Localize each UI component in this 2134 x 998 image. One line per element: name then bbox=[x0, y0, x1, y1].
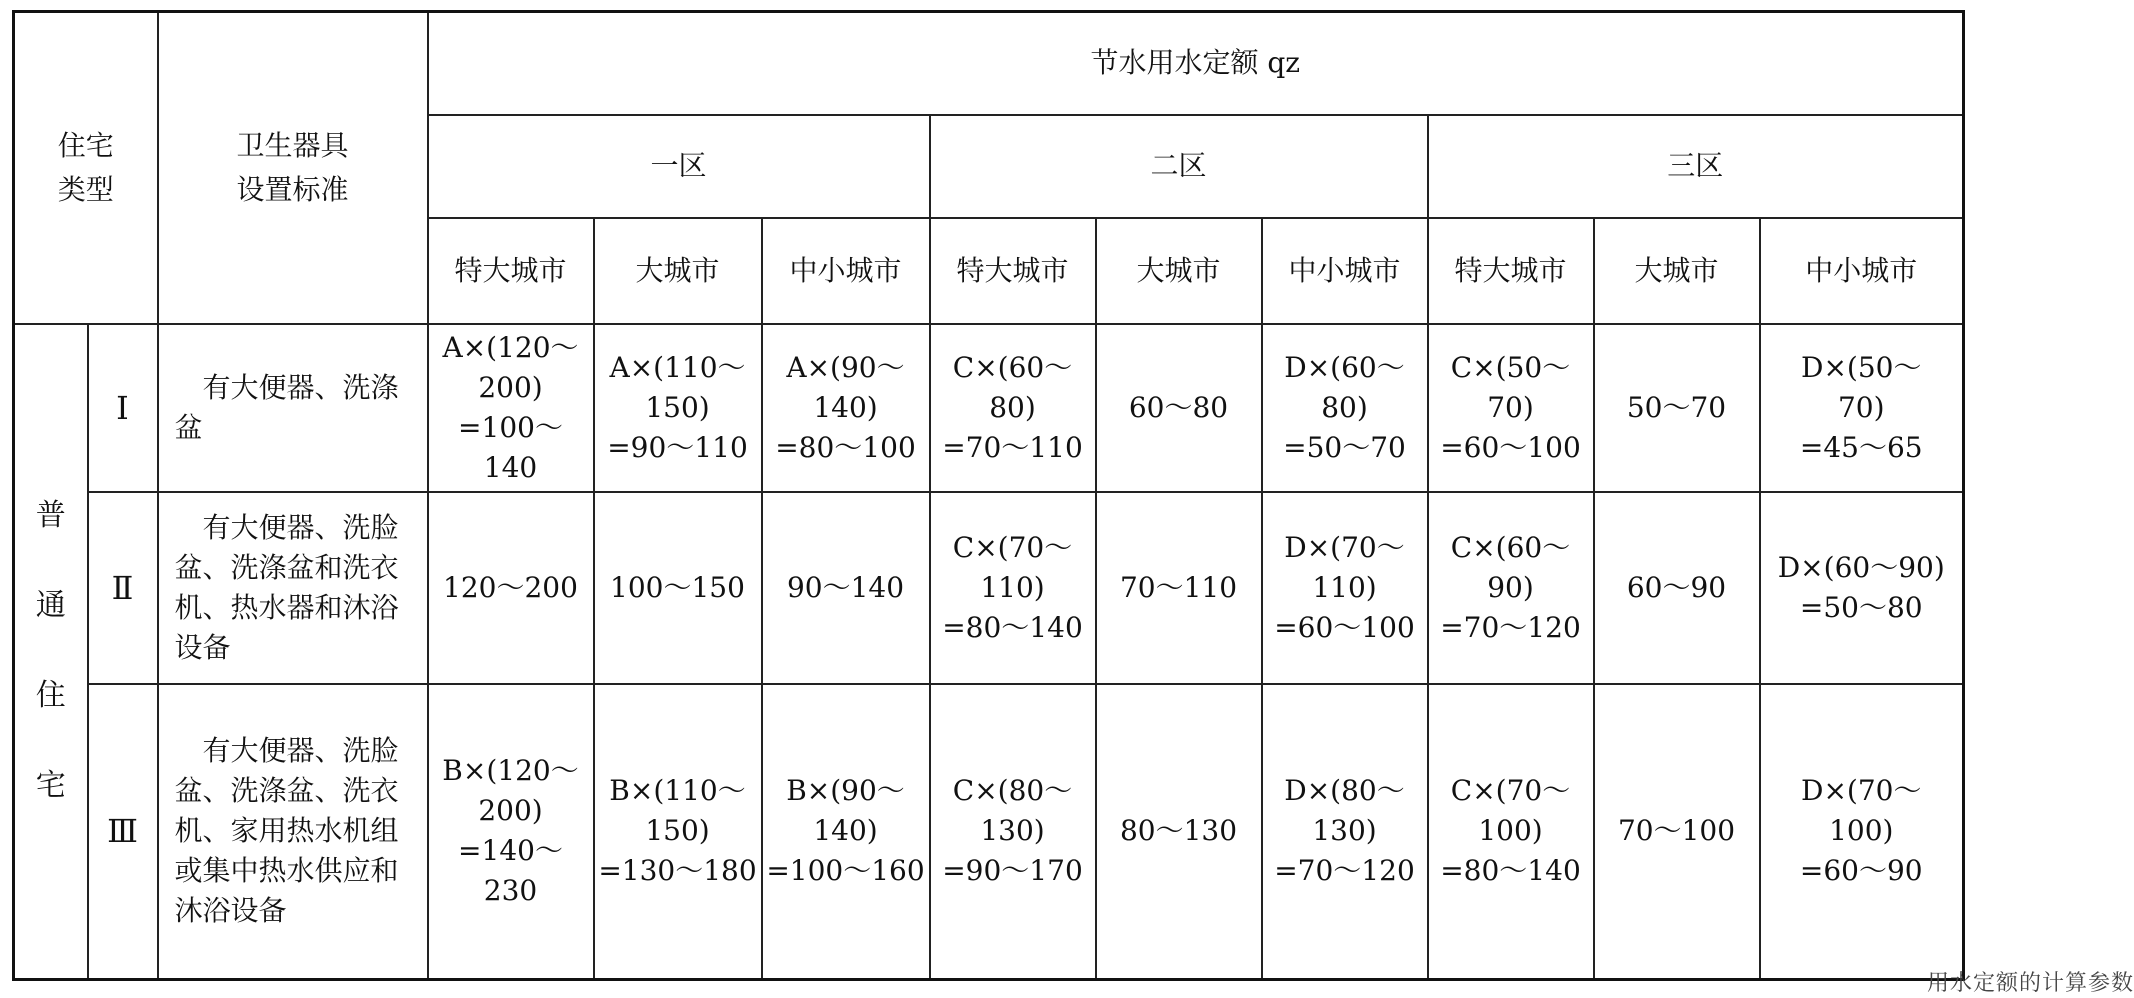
quota-cell: 50～70 bbox=[1594, 324, 1760, 492]
quota-cell: C×(60～ 90) =70～120 bbox=[1428, 492, 1594, 684]
level-label: Ⅲ bbox=[88, 684, 158, 980]
level-label: Ⅰ bbox=[88, 324, 158, 492]
quota-cell: D×(60～90) =50～80 bbox=[1760, 492, 1964, 684]
table-row bbox=[14, 324, 1964, 492]
quota-cell: 70～100 bbox=[1594, 684, 1760, 980]
level-label: Ⅱ bbox=[88, 492, 158, 684]
water-quota-table bbox=[12, 10, 1965, 981]
quota-cell: C×(50～ 70) =60～100 bbox=[1428, 324, 1594, 492]
zone-3-header: 三区 bbox=[1428, 115, 1964, 218]
fixture-standard-header: 卫生器具 设置标准 bbox=[158, 12, 428, 324]
quota-cell: 70～110 bbox=[1096, 492, 1262, 684]
quota-cell: 60～90 bbox=[1594, 492, 1760, 684]
quota-cell: C×(70～ 100) =80～140 bbox=[1428, 684, 1594, 980]
city-size-header: 特大城市 bbox=[428, 218, 594, 324]
quota-cell: A×(110～ 150) =90～110 bbox=[594, 324, 762, 492]
quota-cell: 80～130 bbox=[1096, 684, 1262, 980]
quota-cell: D×(70～ 100) =60～90 bbox=[1760, 684, 1964, 980]
quota-cell: A×(120～ 200) =100～140 bbox=[428, 324, 594, 492]
quota-cell: C×(80～ 130) =90～170 bbox=[930, 684, 1096, 980]
cut-off-footnote: 用水定额的计算参数 bbox=[1490, 971, 2134, 996]
quota-cell: D×(50～ 70) =45～65 bbox=[1760, 324, 1964, 492]
fixture-description: 有大便器、洗脸盆、洗涤盆和洗衣机、热水器和沐浴设备 bbox=[158, 492, 428, 684]
quota-cell: D×(70～ 110) =60～100 bbox=[1262, 492, 1428, 684]
city-size-header: 中小城市 bbox=[762, 218, 930, 324]
quota-title-header: 节水用水定额 qz bbox=[428, 12, 1964, 115]
quota-cell: 100～150 bbox=[594, 492, 762, 684]
zone-1-header: 一区 bbox=[428, 115, 930, 218]
city-size-header: 中小城市 bbox=[1760, 218, 1964, 324]
city-size-header: 中小城市 bbox=[1262, 218, 1428, 324]
quota-cell: B×(110～ 150) =130～180 bbox=[594, 684, 762, 980]
fixture-description: 有大便器、洗脸盆、洗涤盆、洗衣机、家用热水机组或集中热水供应和沐浴设备 bbox=[158, 684, 428, 980]
quota-cell: D×(80～ 130) =70～120 bbox=[1262, 684, 1428, 980]
table-row bbox=[14, 684, 1964, 980]
city-size-header: 大城市 bbox=[594, 218, 762, 324]
quota-cell: C×(60～ 80) =70～110 bbox=[930, 324, 1096, 492]
header-row-quota bbox=[14, 12, 1964, 115]
city-size-header: 特大城市 bbox=[1428, 218, 1594, 324]
quota-cell: 120～200 bbox=[428, 492, 594, 684]
quota-cell: D×(60～ 80) =50～70 bbox=[1262, 324, 1428, 492]
quota-cell: 60～80 bbox=[1096, 324, 1262, 492]
quota-cell: 90～140 bbox=[762, 492, 930, 684]
city-size-header: 大城市 bbox=[1594, 218, 1760, 324]
quota-cell: B×(90～ 140) =100～160 bbox=[762, 684, 930, 980]
housing-type-header: 住宅 类型 bbox=[14, 12, 158, 324]
city-size-header: 大城市 bbox=[1096, 218, 1262, 324]
quota-cell: C×(70～ 110) =80～140 bbox=[930, 492, 1096, 684]
ordinary-housing-category: 普 通 住 宅 bbox=[14, 324, 88, 980]
table-row bbox=[14, 492, 1964, 684]
city-size-header: 特大城市 bbox=[930, 218, 1096, 324]
quota-cell: A×(90～ 140) =80～100 bbox=[762, 324, 930, 492]
quota-cell: B×(120～ 200) =140～230 bbox=[428, 684, 594, 980]
fixture-description: 有大便器、洗涤盆 bbox=[158, 324, 428, 492]
zone-2-header: 二区 bbox=[930, 115, 1428, 218]
water-quota-table-container bbox=[12, 10, 1965, 981]
